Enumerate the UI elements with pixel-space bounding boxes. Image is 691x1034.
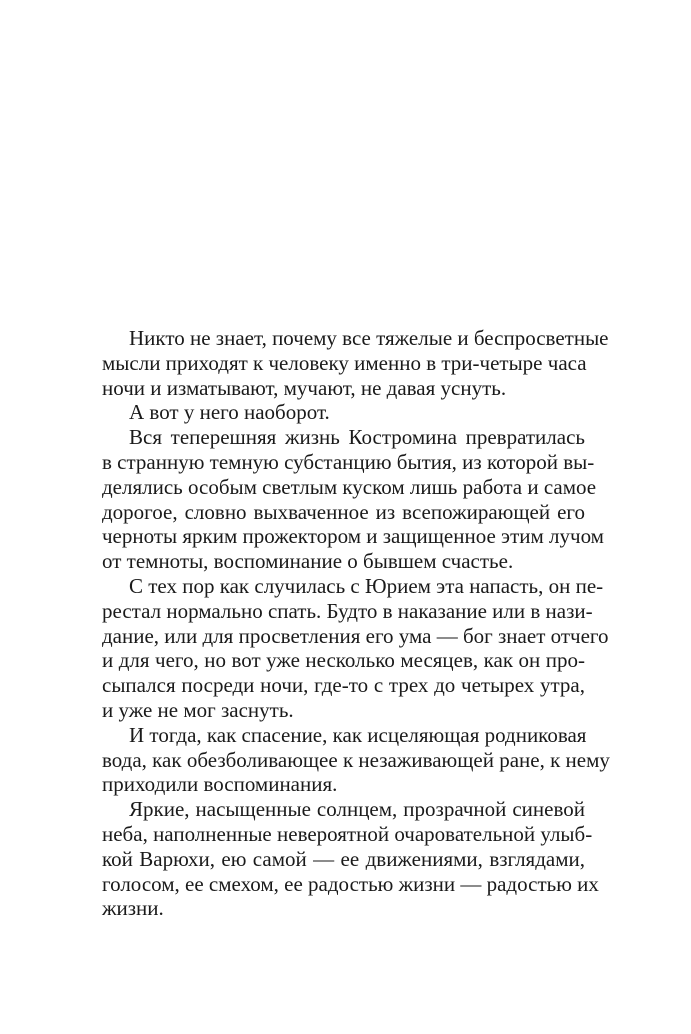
paragraph-3 (102, 425, 604, 574)
text-line: Никто не знает, почему все тяжелые и беспросветные (129, 326, 609, 350)
text-line: сыпался посреди ночи, где-то с трех до четырех утра, (102, 673, 585, 698)
text-line: И тогда, как спасение, как исцеляющая родниковая (129, 722, 587, 747)
text-line: А вот у него наоборот. (129, 400, 330, 425)
paragraph-4 (102, 573, 609, 723)
text-line: рестал нормально спать. Будто в наказание или в нази- (102, 598, 593, 623)
text-line: жизни. (102, 896, 164, 921)
text-line: приходили воспоминания. (102, 772, 338, 797)
text-line: ночи и изматывают, мучают, не давая уснуть. (102, 375, 507, 400)
paragraph-2 (102, 400, 585, 425)
text-line: кой Варюхи, ею самой — ее движениями, взглядами, (102, 846, 585, 871)
text-line: черноты ярким прожектором и защищенное этим лучом (102, 524, 604, 549)
text-line: дание, или для просветления его ума — бог знает отчего (102, 623, 609, 648)
text-line: делялись особым светлым куском лишь работа и самое (102, 474, 597, 499)
text-line: мысли приходят к человеку именно в три-четыре часа (102, 350, 587, 375)
text-line: и уже не мог заснуть. (102, 697, 294, 722)
paragraph-1 (102, 326, 609, 400)
text-line: неба, наполненные невероятной очаровательной улыб- (102, 821, 593, 846)
body-text (102, 326, 610, 921)
text-line: от темноты, воспоминание о бывшем счастье. (102, 549, 514, 574)
text-line: вода, как обезболивающее к незаживающей ране, к нему (102, 747, 610, 772)
text-line: в странную темную субстанцию бытия, из которой вы- (102, 449, 595, 474)
text-line: дорогое, словно выхваченное из всепожирающей его (102, 499, 585, 524)
paragraph-5 (102, 722, 610, 797)
text-line: голосом, ее смехом, ее радостью жизни — радостью их (102, 871, 599, 896)
text-line: Яркие, насыщенные солнцем, прозрачной синевой (129, 797, 585, 822)
text-line: С тех пор как случилась с Юрием эта напасть, он пе- (129, 573, 604, 598)
paragraph-6 (102, 797, 599, 921)
text-line: и для чего, но вот уже несколько месяцев, как он про- (102, 648, 585, 673)
text-line: Вся теперешняя жизнь Костромина превратилась (129, 425, 585, 450)
